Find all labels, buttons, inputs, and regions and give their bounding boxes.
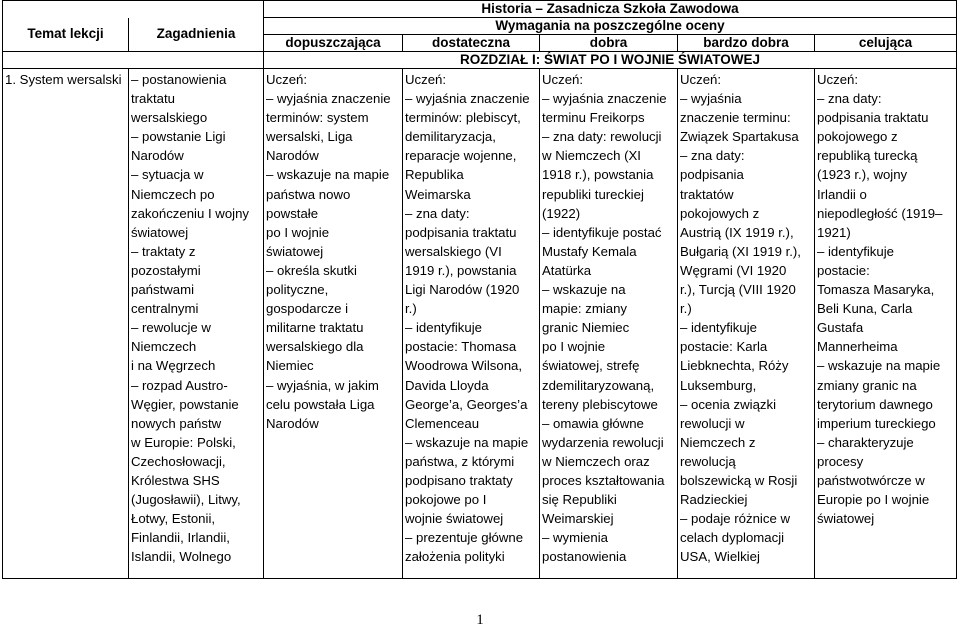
text-line: rewolucji w	[680, 415, 745, 431]
text-line: – zna daty:	[405, 205, 470, 221]
text-line: Niemiec	[266, 358, 314, 374]
text-line: Narodów	[266, 148, 319, 164]
text-line: Europie po I wojnie	[817, 492, 930, 508]
text-line: Czechosłowacji,	[131, 453, 226, 469]
text-line: (Jugosławii), Litwy,	[131, 492, 241, 508]
text-line: – wyjaśnia znaczenie	[405, 91, 530, 107]
text-line: po I wojnie	[542, 339, 606, 355]
text-line: r.), Turcją (VIII 1920	[680, 282, 796, 298]
grade-header-dostateczna: dostateczna	[403, 35, 540, 52]
text-line: – wyjaśnia	[680, 91, 742, 107]
text-line: Finlandii, Irlandii,	[131, 530, 230, 546]
text-line: państwa nowo	[266, 186, 351, 202]
text-line: Bułgarią (XI 1919 r.),	[680, 243, 801, 259]
text-line: George’a, Georges’a	[405, 396, 528, 412]
text-line: wersalskiego	[131, 110, 208, 126]
text-line: Niemczech	[131, 339, 197, 355]
text-line: – identyfikuje	[817, 243, 894, 259]
text-line: r.)	[680, 301, 692, 317]
text-line: światowej	[817, 511, 875, 527]
text-line: 1919 r.), powstania	[405, 262, 517, 278]
text-line: (1922)	[542, 205, 581, 221]
text-line: się Republiki	[542, 492, 617, 508]
text-line: – powstanie Ligi	[131, 129, 226, 145]
text-line: – wymienia	[542, 530, 608, 546]
text-line: 1921)	[817, 224, 851, 240]
grade-header-bardzo-dobra: bardzo dobra	[678, 35, 815, 52]
text-line: wersalskiego dla	[266, 339, 364, 355]
text-line: Beli Kuna, Carla	[817, 301, 913, 317]
text-line: światowej	[266, 243, 324, 259]
text-line: po I wojnie	[266, 224, 330, 240]
text-line: – traktaty z	[131, 243, 196, 259]
text-line: terminów: system	[266, 110, 369, 126]
text-line: niepodległość (1919–	[817, 205, 943, 221]
text-line: Uczeń:	[680, 72, 722, 87]
text-line: w Europie: Polski,	[131, 434, 236, 450]
text-line: nowych państw	[131, 415, 222, 431]
text-line: Weimarskiej	[542, 511, 614, 527]
chapter-spacer	[129, 52, 264, 69]
requirements-header: Wymagania na poszczególne oceny	[264, 18, 957, 35]
text-line: granic Niemiec	[542, 320, 630, 336]
text-line: – wskazuje na	[542, 282, 626, 298]
text-line: Uczeń:	[266, 72, 308, 87]
header-corner	[3, 1, 264, 18]
text-line: Woodrowa Wilsona,	[405, 358, 523, 374]
text-line: państwotwórcze w	[817, 472, 925, 488]
text-line: – rewolucje w	[131, 320, 211, 336]
text-line: Mustafy Kemala	[542, 243, 637, 259]
text-line: postacie:	[817, 262, 870, 278]
text-line: Islandii, Wolnego	[131, 549, 232, 565]
text-line: – rozpad Austro-	[131, 377, 228, 393]
chapter-heading: ROZDZIAŁ I: ŚWIAT PO I WOJNIE ŚWIATOWEJ	[264, 52, 957, 69]
text-line: tereny plebiscytowe	[542, 396, 658, 412]
text-line: republiką turecką	[817, 148, 918, 164]
chapter-spacer	[3, 52, 129, 69]
text-line: Liebknechta, Róży	[680, 358, 789, 374]
text-line: – charakteryzuje	[817, 434, 914, 450]
grade-cell-bardzo-dobra	[678, 69, 815, 579]
lesson-cell	[3, 69, 129, 579]
text-line: postacie: Karla	[680, 339, 768, 355]
text-line: zdemilitaryzowaną,	[542, 377, 655, 393]
text-line: Uczeń:	[542, 72, 584, 87]
text-line: postacie: Thomasa	[405, 339, 517, 355]
text-line: Tomasza Masaryka,	[817, 282, 935, 298]
issues-cell	[129, 69, 264, 579]
text-line: podpisania traktatu	[405, 224, 517, 240]
text-line: r.)	[405, 301, 417, 317]
text-line: (1923 r.), wojny	[817, 167, 908, 183]
text-line: Mannerheima	[817, 339, 898, 355]
text-line: – identyfikuje	[405, 320, 482, 336]
text-line: – postanowienia	[131, 72, 227, 87]
text-line: Niemczech z	[680, 434, 756, 450]
text-line: militarne traktatu	[266, 320, 364, 336]
text-line: i na Węgrzech	[131, 358, 216, 374]
requirements-table	[2, 0, 957, 579]
text-line: podpisania traktatu	[817, 110, 929, 126]
text-line: powstałe	[266, 205, 319, 221]
text-line: – określa skutki	[266, 262, 357, 278]
text-line: – zna daty: rewolucji	[542, 129, 662, 145]
grade-header-celujaca: celująca	[815, 35, 957, 52]
document-title: Historia – Zasadnicza Szkoła Zawodowa	[264, 1, 957, 18]
text-line: 1. System wersalski	[5, 72, 122, 87]
text-line: – wskazuje na mapie	[266, 167, 390, 183]
text-line: gospodarcze i	[266, 301, 349, 317]
text-line: Irlandii o	[817, 186, 867, 202]
text-line: pokojowych z	[680, 205, 760, 221]
text-line: Austrią (IX 1919 r.),	[680, 224, 794, 240]
text-line: Narodów	[266, 415, 319, 431]
text-line: założenia polityki	[405, 549, 505, 565]
text-line: terminu Freikorps	[542, 110, 645, 126]
text-line: Uczeń:	[817, 72, 859, 87]
text-line: demilitaryzacja,	[405, 129, 496, 145]
text-line: traktatów	[680, 186, 734, 202]
grade-header-dopuszczajaca: dopuszczająca	[264, 35, 403, 52]
text-line: Republika	[405, 167, 464, 183]
text-line: terytorium dawnego	[817, 396, 933, 412]
text-line: Radzieckiej	[680, 492, 748, 508]
text-line: USA, Wielkiej	[680, 549, 760, 565]
text-line: Węgier, powstanie	[131, 396, 239, 412]
text-line: Węgrami (VI 1920	[680, 262, 787, 278]
text-line: Królestwa SHS	[131, 472, 220, 488]
text-line: centralnymi	[131, 301, 199, 317]
text-line: – prezentuje główne	[405, 530, 524, 546]
text-line: imperium tureckiego	[817, 415, 936, 431]
text-line: Związek Spartakusa	[680, 129, 799, 145]
text-line: pokojowego z	[817, 129, 898, 145]
text-line: Niemczech po	[131, 186, 215, 202]
text-line: 1918 r.), powstania	[542, 167, 654, 183]
text-line: proces kształtowania	[542, 472, 665, 488]
text-line: Weimarska	[405, 186, 471, 202]
text-line: procesy	[817, 453, 864, 469]
text-line: pozostałymi	[131, 262, 201, 278]
text-line: Luksemburg,	[680, 377, 757, 393]
text-line: – wskazuje na mapie	[817, 358, 941, 374]
text-line: znaczenie terminu:	[680, 110, 791, 126]
text-line: – wskazuje na mapie	[405, 434, 529, 450]
text-line: postanowienia	[542, 549, 627, 565]
text-line: Clemenceau	[405, 415, 480, 431]
text-line: wersalskiego (VI	[405, 243, 502, 259]
col-lesson-header: Temat lekcji	[3, 18, 129, 52]
text-line: celu powstała Liga	[266, 396, 375, 412]
text-line: celach dyplomacji	[680, 530, 785, 546]
text-line: wojnie światowej	[405, 511, 504, 527]
text-line: – wyjaśnia, w jakim	[266, 377, 379, 393]
text-line: – identyfikuje	[680, 320, 757, 336]
text-line: w Niemczech oraz	[542, 453, 650, 469]
text-line: światowej	[131, 224, 189, 240]
text-line: wersalski, Liga	[266, 129, 353, 145]
text-line: – omawia główne	[542, 415, 644, 431]
text-line: rewolucją	[680, 453, 736, 469]
grade-cell-dostateczna	[403, 69, 540, 579]
text-line: bolszewicką w Rosji	[680, 472, 798, 488]
text-line: Łotwy, Estonii,	[131, 511, 216, 527]
text-line: polityczne,	[266, 282, 329, 298]
text-line: Davida Lloyda	[405, 377, 489, 393]
grade-cell-dobra	[540, 69, 678, 579]
text-line: – zna daty:	[680, 148, 745, 164]
text-line: zakończeniu I wojny	[131, 205, 250, 221]
text-line: Ligi Narodów (1920	[405, 282, 520, 298]
text-line: – zna daty:	[817, 91, 882, 107]
text-line: państwa, z którymi	[405, 453, 515, 469]
text-line: republiki tureckiej	[542, 186, 644, 202]
text-line: mapie: zmiany	[542, 301, 628, 317]
text-line: Atatürka	[542, 262, 592, 278]
text-line: – sytuacja w	[131, 167, 204, 183]
text-line: terminów: plebiscyt,	[405, 110, 521, 126]
text-line: zmiany granic na	[817, 377, 917, 393]
text-line: Narodów	[131, 148, 184, 164]
grade-cell-celujaca	[815, 69, 957, 579]
text-line: podpisano traktaty	[405, 472, 513, 488]
grade-cell-dopuszczajaca	[264, 69, 403, 579]
text-line: – wyjaśnia znaczenie	[542, 91, 667, 107]
text-line: światowej, strefę	[542, 358, 640, 374]
text-line: – identyfikuje postać	[542, 224, 662, 240]
text-line: – wyjaśnia znaczenie	[266, 91, 391, 107]
text-line: traktatu	[131, 91, 175, 107]
text-line: Gustafa	[817, 320, 864, 336]
text-line: Uczeń:	[405, 72, 447, 87]
text-line: państwami	[131, 282, 195, 298]
text-line: – podaje różnice w	[680, 511, 790, 527]
grade-header-dobra: dobra	[540, 35, 678, 52]
text-line: podpisania	[680, 167, 744, 183]
text-line: reparacje wojenne,	[405, 148, 517, 164]
text-line: w Niemczech (XI	[542, 148, 641, 164]
text-line: wydarzenia rewolucji	[542, 434, 664, 450]
text-line: pokojowe po I	[405, 492, 487, 508]
page-number: 1	[476, 612, 484, 628]
text-line: – ocenia związki	[680, 396, 777, 412]
col-issues-header: Zagadnienia	[129, 18, 264, 52]
